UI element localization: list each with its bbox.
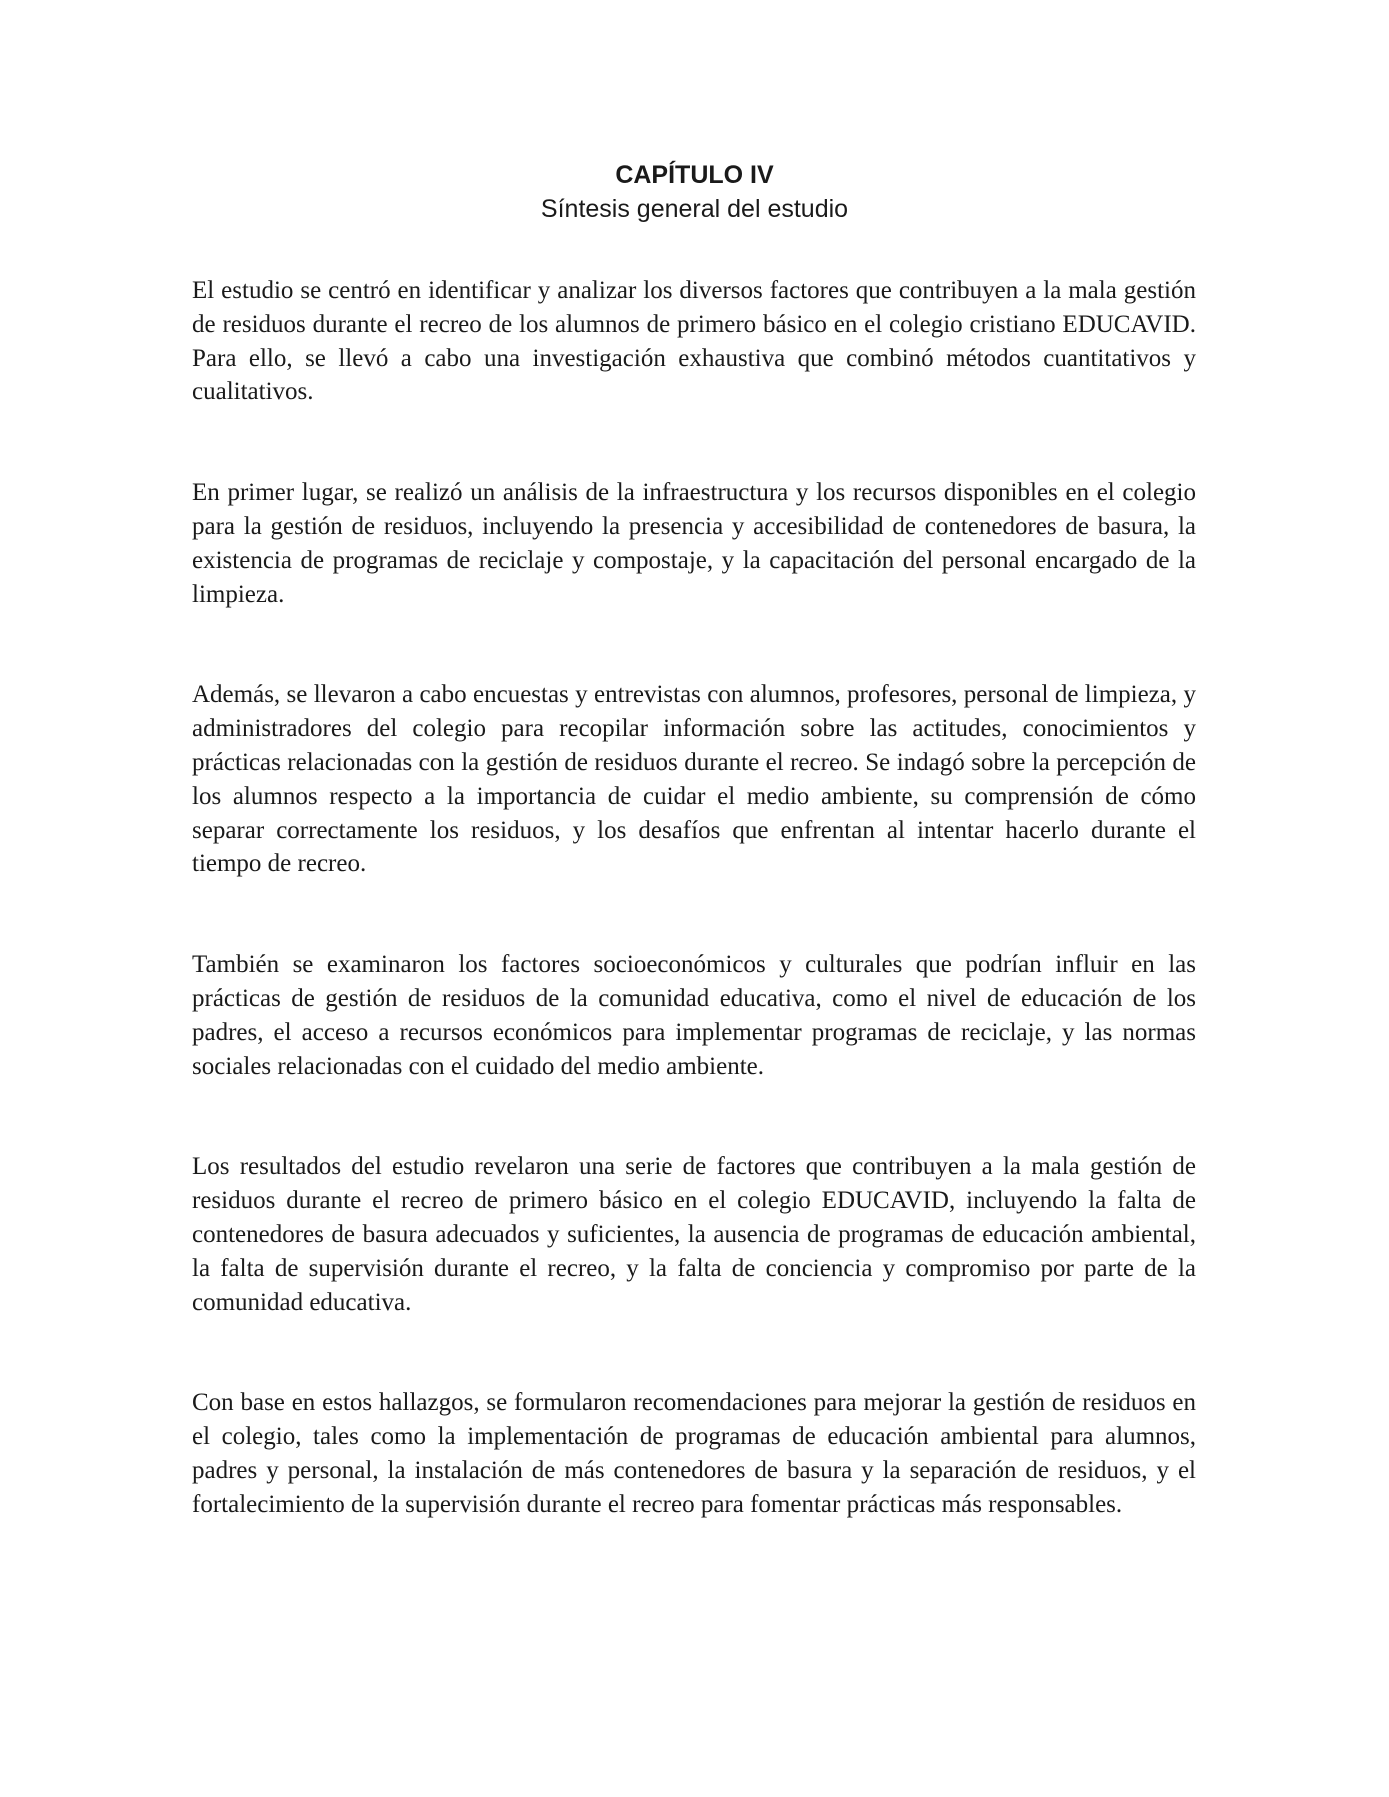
paragraph-4: También se examinaron los factores socioeconómicos y culturales que podrían influir en las prácticas de gestión de residuos de la comunidad educativa, como el nivel de educación de los padres, el acceso a recursos económicos para implementar programas de reciclaje, y las normas sociales relacionadas con el cuidado del medio ambiente.: [192, 951, 1196, 1080]
chapter-heading: [0, 158, 1389, 226]
paragraph-2: En primer lugar, se realizó un análisis de la infraestructura y los recursos disponibles en el colegio para la gestión de residuos, incluyendo la presencia y accesibilidad de contenedores de basura, la existencia de programas de reciclaje y compostaje, y la capacitación del personal encargado de la limpieza.: [192, 479, 1196, 608]
chapter-title: CAPÍTULO IV: [615, 161, 774, 189]
paragraph-6: Con base en estos hallazgos, se formularon recomendaciones para mejorar la gestión de residuos en el colegio, tales como la implementación de programas de educación ambiental para alumnos, padres y personal, la instalación de más contenedores de basura y la separación de residuos, y el fortalecimiento de la supervisión durante el recreo para fomentar prácticas más responsables.: [192, 1389, 1196, 1518]
paragraph-3: Además, se llevaron a cabo encuestas y entrevistas con alumnos, profesores, personal de limpieza, y administradores del colegio para recopilar información sobre las actitudes, conocimientos y prácticas relacionadas con la gestión de residuos durante el recreo. Se indagó sobre la percepción de los alumnos respecto a la importancia de cuidar el medio ambiente, su comprensión de cómo separar correctamente los residuos, y los desafíos que enfrentan al intentar hacerlo durante el tiempo de recreo.: [192, 681, 1196, 878]
paragraph-5: Los resultados del estudio revelaron una serie de factores que contribuyen a la mala gestión de residuos durante el recreo de primero básico en el colegio EDUCAVID, incluyendo la falta de contenedores de basura adecuados y suficientes, la ausencia de programas de educación ambiental, la falta de supervisión durante el recreo, y la falta de conciencia y compromiso por parte de la comunidad educativa.: [192, 1153, 1196, 1316]
document-body: [192, 274, 1196, 1589]
paragraph-1: El estudio se centró en identificar y analizar los diversos factores que contribuyen a la mala gestión de residuos durante el recreo de los alumnos de primero básico en el colegio cristiano EDUCAVID. Para ello, se llevó a cabo una investigación exhaustiva que combinó métodos cuantitativos y cualitativos.: [192, 277, 1196, 406]
chapter-subtitle: Síntesis general del estudio: [540, 195, 849, 223]
